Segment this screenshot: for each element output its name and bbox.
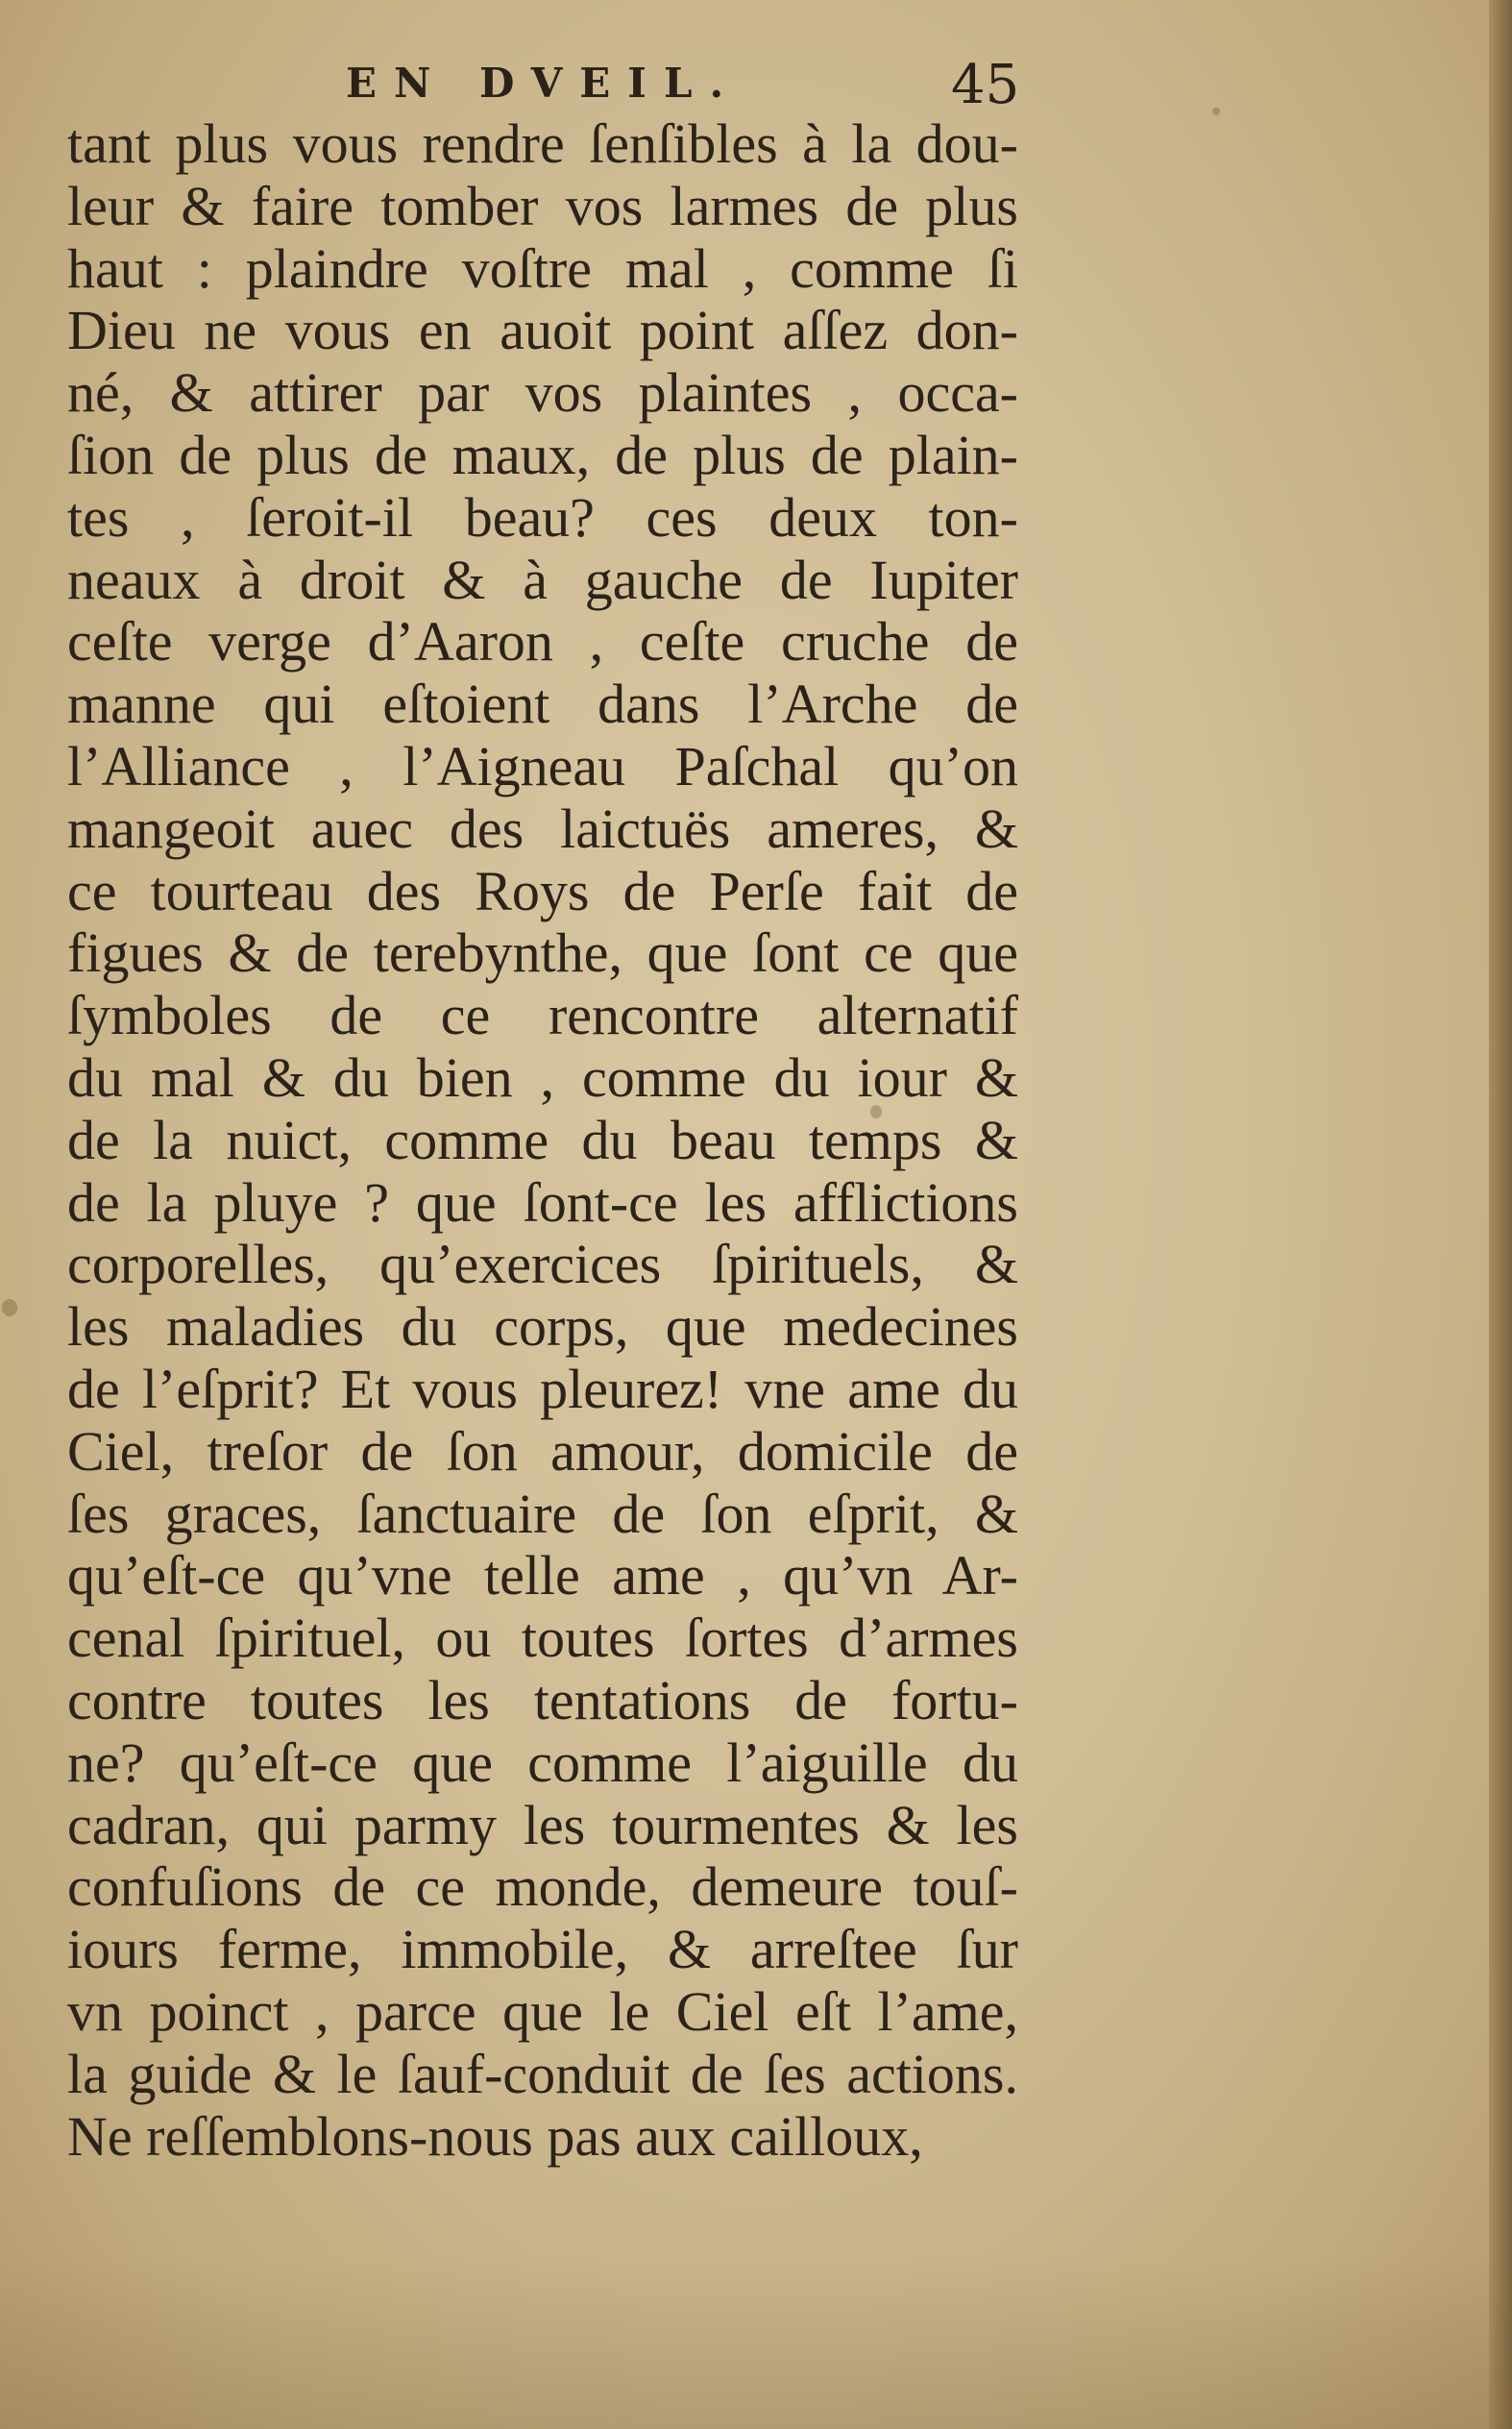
text-line: iours ferme, immobile, & arreſtee ſur [67, 1918, 1018, 1981]
text-line: mangeoit auec des laictuës ameres, & [67, 797, 1018, 860]
text-line: ſes graces, ſanctuaire de ſon eſprit, & [67, 1482, 1018, 1545]
text-line: qu’eſt-ce qu’vne telle ame , qu’vn Ar- [67, 1544, 1018, 1607]
text-line: leur & faire tomber vos larmes de plus [67, 174, 1018, 237]
text-line: né, & attirer par vos plaintes , occa- [67, 361, 1018, 425]
text-line: la guide & le ſauf-conduit de ſes actions. [67, 2042, 1018, 2105]
text-line: tant plus vous rendre ſenſibles à la dou- [67, 112, 1018, 175]
running-head: EN DVEIL. [346, 60, 742, 107]
text-line: contre toutes les tentations de fortu- [67, 1668, 1018, 1731]
page-number: 45 [951, 54, 1020, 116]
text-line: cadran, qui parmy les tourmentes & les [67, 1793, 1018, 1856]
text-line: ſion de plus de maux, de plus de plain- [67, 423, 1018, 486]
text-line: confuſions de ce monde, demeure touſ- [67, 1855, 1018, 1919]
text-line: manne qui eſtoient dans l’Arche de [67, 673, 1018, 736]
body-text [67, 113, 1018, 2168]
text-line: ſymboles de ce rencontre alternatif [67, 984, 1018, 1047]
text-line: du mal & du bien , comme du iour & [67, 1045, 1018, 1109]
text-line: Dieu ne vous en auoit point aſſez don- [67, 299, 1018, 362]
text-line: tes , ſeroit-il beau? ces deux ton- [67, 485, 1018, 549]
text-line: l’Alliance , l’Aigneau Paſchal qu’on [67, 734, 1018, 797]
text-line: corporelles, qu’exercices ſpirituels, & [67, 1233, 1018, 1296]
text-line: ceſte verge d’Aaron , ceſte cruche de [67, 610, 1018, 674]
page-edge [1489, 0, 1512, 2429]
text-line: figues & de terebynthe, que ſont ce que [67, 921, 1018, 985]
text-line: de l’eſprit? Et vous pleurez! vne ame du [67, 1357, 1018, 1420]
text-line: Ciel, treſor de ſon amour, domicile de [67, 1419, 1018, 1483]
text-line: cenal ſpirituel, ou toutes ſortes d’armes [67, 1607, 1018, 1670]
text-line: de la nuict, comme du beau temps & [67, 1108, 1018, 1171]
ink-spot [1212, 108, 1220, 115]
text-line: ce tourteau des Roys de Perſe fait de [67, 859, 1018, 922]
text-line: neaux à droit & à gauche de Iupiter [67, 548, 1018, 611]
text-line: ne? qu’eſt-ce que comme l’aiguille du [67, 1730, 1018, 1794]
page-shadow [0, 2256, 1512, 2429]
text-line: Ne reſſemblons-nous pas aux cailloux, [67, 2104, 923, 2168]
text-line: vn poinct , parce que le Ciel eſt l’ame, [67, 1979, 1018, 2043]
text-line: haut : plaindre voſtre mal , comme ſi [67, 236, 1018, 300]
text-line: de la pluye ? que ſont-ce les afflictions [67, 1170, 1018, 1234]
text-line: les maladies du corps, que medecines [67, 1295, 1018, 1359]
ink-spot [2, 1299, 17, 1316]
